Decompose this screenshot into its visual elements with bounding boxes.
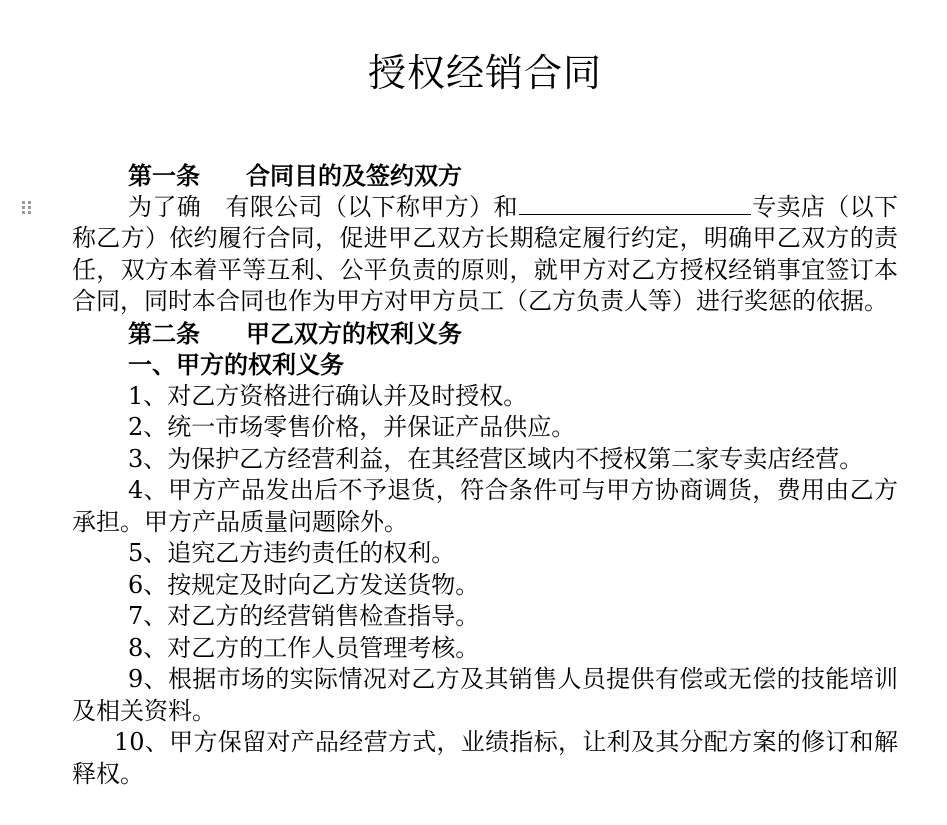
article1-heading	[72, 160, 898, 192]
drag-handle-icon[interactable]	[20, 200, 34, 216]
section1-heading: 一、甲方的权利义务	[128, 350, 344, 379]
article1-paragraph	[72, 192, 898, 318]
document-title: 授权经销合同	[367, 51, 602, 95]
list-item: 10、甲方保留对产品经营方式，业绩指标，让利及其分配方案的修订和解释权。	[72, 728, 898, 788]
article1-title: 合同目的及签约双方	[246, 161, 462, 190]
article2-title: 甲乙双方的权利义务	[246, 318, 462, 348]
list-item: 6、按规定及时向乙方发送货物。	[128, 570, 480, 599]
article2-heading	[72, 318, 898, 350]
article1-para-end: 专卖店（以下称乙方）依约履行合同，促进甲乙双方长期稳定履行约定，明确甲乙双方的责任，双方本着平等互利、公平负责的原则，就甲方对乙方授权经销事宜签订本合同，同时本合同也作为甲方对甲方员工（乙方负责人等）进行奖惩的依据。	[72, 192, 899, 315]
article2-label: 第二条	[128, 318, 200, 348]
list-item: 8、对乙方的工作人员管理考核。	[128, 633, 480, 662]
list-item: 4、甲方产品发出后不予退货，符合条件可与甲方协商调货，费用由乙方承担。甲方产品质量问题除外。	[72, 476, 898, 536]
list-item: 9、根据市场的实际情况对乙方及其销售人员提供有偿或无偿的技能培训及相关资料。	[72, 665, 898, 725]
list-item: 5、追究乙方违约责任的权利。	[128, 539, 456, 567]
list-item: 1、对乙方资格进行确认并及时授权。	[128, 381, 528, 410]
article1-para-start: 为了确 有限公司（以下称甲方）和	[128, 192, 518, 221]
article1-label: 第一条	[128, 161, 200, 190]
document-body	[72, 160, 898, 790]
list-item: 7、对乙方的经营销售检查指导。	[128, 602, 480, 630]
list-item: 3、为保护乙方经营利益，在其经营区域内不授权第二家专卖店经营。	[128, 444, 864, 473]
blank-line	[519, 213, 751, 215]
list-item: 2、统一市场零售价格，并保证产品供应。	[128, 413, 576, 441]
